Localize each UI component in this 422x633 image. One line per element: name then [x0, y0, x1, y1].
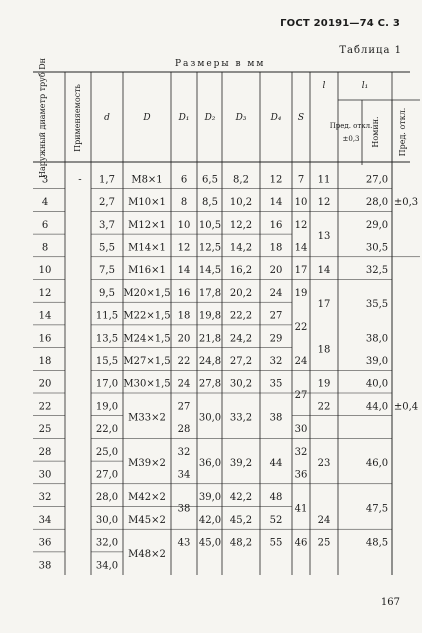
cell-l-merged: 17: [317, 299, 331, 311]
cell-S: 17: [294, 265, 308, 277]
cell-d: 32,0: [95, 537, 119, 549]
header-D4: D₄: [270, 113, 282, 123]
cell-d: 5,5: [99, 242, 115, 254]
cell-D2-merged: 30,0: [198, 412, 222, 424]
header-D1: D₁: [178, 113, 190, 123]
cell-d: 7,5: [99, 265, 115, 277]
cell-D4: 16: [269, 219, 283, 231]
cell-D1: 12: [177, 242, 191, 254]
cell-S: 30: [294, 424, 308, 436]
cell-S: 24: [294, 355, 308, 367]
cell-l1-merged: 35,5: [365, 299, 389, 311]
cell-D: M24×1,5: [123, 333, 171, 345]
cell-S-merged: 22: [294, 321, 308, 333]
cell-S: 12: [294, 219, 308, 231]
header-d: d: [104, 113, 110, 123]
cell-l1: 40,0: [365, 378, 389, 390]
cell-D3: 8,2: [233, 174, 249, 186]
cell-d: 34,0: [95, 560, 119, 572]
cell-dn: 12: [38, 287, 52, 299]
cell-S-merged: 27: [294, 390, 308, 401]
cell-dn: 16: [38, 333, 52, 345]
cell-l1: 44,0: [365, 401, 389, 413]
cell-S-merged: 41: [294, 503, 308, 515]
cell-dn: 25: [38, 424, 52, 436]
cell-l: 24: [317, 514, 331, 526]
cell-l: 19: [317, 378, 331, 390]
cell-D2: 10,5: [198, 219, 222, 231]
cell-D1: 20: [177, 333, 191, 345]
cell-D: M20×1,5: [123, 287, 171, 299]
cell-D1: 10: [177, 219, 191, 231]
cell-D1: 16: [177, 287, 191, 299]
cell-D2: 21,8: [198, 333, 222, 345]
cell-l1: 29,0: [365, 219, 389, 231]
cell-D4: 52: [269, 514, 283, 526]
cell-l1: 48,5: [365, 537, 389, 549]
cell-D: M27×1,5: [123, 355, 171, 367]
cell-D3: 45,2: [229, 514, 253, 526]
cell-D3: 14,2: [229, 242, 253, 254]
cell-D1: 8: [180, 197, 188, 209]
cell-D2: 45,0: [198, 537, 222, 549]
header-D2: D₂: [204, 113, 216, 123]
cell-dn: 3: [41, 174, 49, 186]
cell-l1-merged: 47,5: [365, 503, 389, 515]
cell-D2: 8,5: [202, 197, 218, 209]
cell-D-merged: M48×2: [128, 548, 166, 560]
cell-D3: 22,2: [229, 310, 253, 322]
cell-D1: 18: [177, 310, 191, 322]
cell-dn: 32: [38, 492, 52, 504]
cell-D2: 19,8: [198, 310, 222, 322]
cell-l: 12: [317, 197, 331, 209]
cell-D4: 14: [269, 197, 283, 209]
cell-D: M42×2: [128, 492, 166, 504]
cell-tolerance: ±0,3: [393, 197, 419, 209]
cell-l: 14: [317, 265, 331, 277]
cell-d: 27,0: [95, 469, 119, 481]
cell-D1: 14: [177, 265, 191, 277]
header-D: D: [143, 113, 151, 123]
cell-d: 9,5: [99, 287, 115, 299]
cell-D3: 20,2: [229, 287, 253, 299]
cell-d: 28,0: [95, 492, 119, 504]
cell-D3: 30,2: [229, 378, 253, 390]
cell-D3: 10,2: [229, 197, 253, 209]
cell-D: M8×1: [131, 174, 163, 186]
cell-D3: 27,2: [229, 355, 253, 367]
cell-D-merged: M33×2: [128, 412, 166, 424]
cell-D4: 48: [269, 492, 283, 504]
cell-dn: 30: [38, 469, 52, 481]
cell-D4: 20: [269, 265, 283, 277]
cell-D2: 24,8: [198, 355, 222, 367]
cell-D3: 48,2: [229, 537, 253, 549]
cell-dn: 22: [38, 401, 52, 413]
cell-D1: 27: [177, 401, 191, 413]
cell-D: M30×1,5: [123, 378, 171, 390]
cell-D1: 43: [177, 537, 191, 549]
cell-dn: 36: [38, 537, 52, 549]
document-header: ГОСТ 20191—74 С. 3: [280, 18, 400, 29]
cell-dn: 20: [38, 378, 52, 390]
cell-d: 17,0: [95, 378, 119, 390]
cell-S: 32: [294, 446, 308, 458]
cell-D: M10×1: [128, 197, 166, 209]
cell-l1: 28,0: [365, 197, 389, 209]
cell-D3: 12,2: [229, 219, 253, 231]
cell-D1: 22: [177, 355, 191, 367]
cell-D4: 18: [269, 242, 283, 254]
cell-l-merged: 13: [317, 231, 331, 243]
header-l: l: [322, 81, 326, 91]
cell-D4-merged: 44: [269, 458, 283, 470]
cell-l: 22: [317, 401, 331, 413]
cell-D: M16×1: [128, 265, 166, 277]
cell-dn: 10: [38, 265, 52, 277]
header-pred-otkl-value: ±0,3: [342, 135, 360, 143]
cell-l1: 39,0: [365, 355, 389, 367]
cell-d: 22,0: [95, 424, 119, 436]
cell-l-merged: 18: [317, 344, 331, 356]
cell-d: 3,7: [99, 219, 115, 231]
cell-D2-merged: 36,0: [198, 458, 222, 470]
cell-dn: 6: [41, 219, 49, 231]
cell-d: 25,0: [95, 446, 119, 458]
cell-dn: 14: [38, 310, 52, 322]
cell-D3-merged: 39,2: [229, 458, 253, 470]
cell-D1: 32: [177, 446, 191, 458]
cell-D3: 16,2: [229, 265, 253, 277]
cell-D4: 35: [269, 378, 283, 390]
cell-tolerance: ±0,4: [393, 401, 419, 413]
cell-D1: 34: [177, 469, 191, 481]
cell-D4-merged: 38: [269, 412, 283, 424]
cell-l1: 32,5: [365, 265, 389, 277]
cell-D2: 42,0: [198, 514, 222, 526]
header-S: S: [297, 113, 305, 123]
cell-S: 36: [294, 469, 308, 481]
cell-D3: 42,2: [229, 492, 253, 504]
cell-d: 1,7: [99, 174, 115, 186]
cell-S: 10: [294, 197, 308, 209]
cell-d: 11,5: [95, 310, 119, 322]
cell-D1: 28: [177, 424, 191, 436]
header-applicability: Применяемость: [73, 84, 82, 152]
cell-d: 15,5: [95, 355, 119, 367]
cell-D2: 14,5: [198, 265, 222, 277]
header-nomin: Номин.: [371, 116, 380, 148]
cell-dn: 38: [38, 560, 52, 572]
cell-d: 30,0: [95, 514, 119, 526]
table-label: Таблица 1: [339, 45, 402, 56]
page-number: 167: [380, 597, 400, 608]
header-l1: l₁: [361, 81, 369, 91]
cell-D2: 27,8: [198, 378, 222, 390]
cell-l1: 38,0: [365, 333, 389, 345]
header-pred-otkl-l1: Пред. откл.: [398, 107, 407, 157]
cell-D2: 6,5: [202, 174, 218, 186]
cell-l-merged: 23: [317, 458, 331, 470]
cell-D-merged: M39×2: [128, 458, 166, 470]
cell-D: M22×1,5: [123, 310, 171, 322]
cell-d: 19,0: [95, 401, 119, 413]
header-pred-otkl: Пред. откл.: [329, 122, 373, 130]
sizes-label: Размеры в мм: [175, 59, 266, 69]
cell-dn: 34: [38, 514, 52, 526]
cell-dn: 28: [38, 446, 52, 458]
cell-D: M45×2: [128, 514, 166, 526]
cell-S: 14: [294, 242, 308, 254]
cell-S: 7: [297, 174, 305, 186]
cell-S: 46: [294, 537, 308, 549]
cell-D4: 24: [269, 287, 283, 299]
cell-dn: 18: [38, 355, 52, 367]
cell-D4: 12: [269, 174, 283, 186]
cell-l: 11: [317, 174, 331, 186]
cell-l: 25: [317, 537, 331, 549]
cell-S: 19: [294, 287, 308, 299]
cell-applicability: -: [78, 174, 82, 186]
cell-D4: 55: [269, 537, 283, 549]
cell-D4: 27: [269, 310, 283, 322]
cell-D2: 39,0: [198, 492, 222, 504]
cell-D3: 24,2: [229, 333, 253, 345]
cell-l1: 30,5: [365, 242, 389, 254]
cell-D2: 17,8: [198, 287, 222, 299]
cell-d: 2,7: [99, 197, 115, 209]
cell-D1: 24: [177, 378, 191, 390]
header-D3: D₃: [235, 113, 247, 123]
cell-l1: 27,0: [365, 174, 389, 186]
cell-D: M12×1: [128, 219, 166, 231]
cell-D3-merged: 33,2: [229, 412, 253, 424]
cell-D: M14×1: [128, 242, 166, 254]
cell-D1-merged: 38: [177, 503, 191, 515]
header-outer-diameter: Наружный диаметр труб Dн: [38, 58, 47, 178]
cell-dn: 4: [41, 197, 49, 209]
cell-D1: 6: [180, 174, 188, 186]
cell-D2: 12,5: [198, 242, 222, 254]
cell-D4: 29: [269, 333, 283, 345]
cell-D4: 32: [269, 355, 283, 367]
cell-d: 13,5: [95, 333, 119, 345]
cell-dn: 8: [41, 242, 49, 254]
cell-l1-merged: 46,0: [365, 458, 389, 470]
